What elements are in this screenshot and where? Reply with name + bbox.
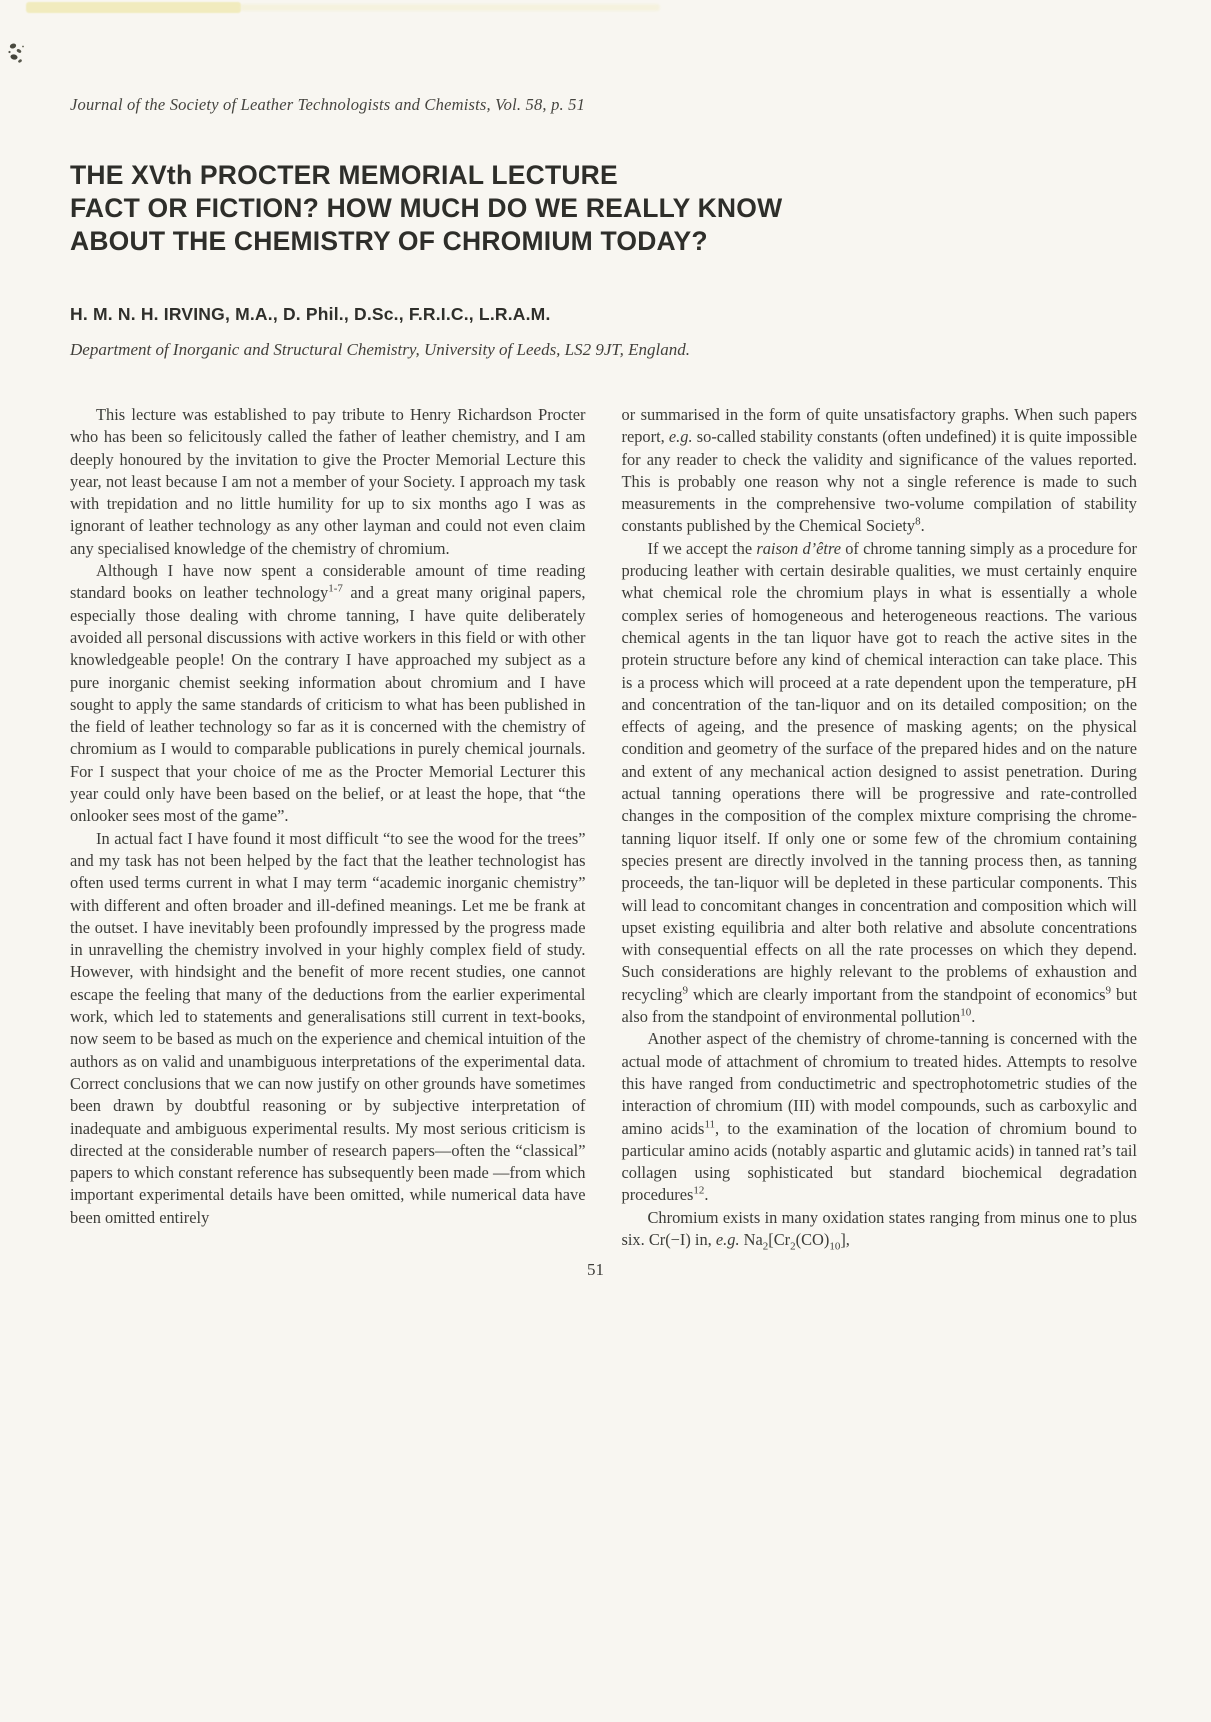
paragraph-intro: This lecture was established to pay tribute to Henry Richardson Procter who has been so felicitously called the father of leather chemistry, and I am deeply honoured by the invitation to give the Procter Memorial Lecture this year, not least because I am not a member of your Society. I approach my task with trepidation and no little humility for up to six months ago I was as ignorant of leather technology as any other layman and could not even claim any specialised knowledge of the chemistry of chromium. <box>70 405 586 558</box>
paragraph-oxidation-states: Chromium exists in many oxidation states ranging from minus one to plus six. Cr(−I) in, e.g. $Na_2[Cr_2(CO)_{10}]$, <box>621 1207 1137 1253</box>
paragraph-criticism: In actual fact I have found it most difficult “to see the wood for the trees” and my task has not been helped by the fact that the leather technologist has often used terms current in what I may term “academic inorganic chemistry” with different and often broader and ill-defined meanings. Let me be frank at the outset. I have inevitably been profoundly impressed by the progress made in unravelling the chemistry involved in your highly complex field of study. However, with hindsight and the benefit of more recent studies, one cannot escape the feeling that many of the deductions from the earlier experimental work, which led to statements and generalisations still current in text-books, now seem to be based as much on the experience and chemical intuition of the authors as on valid and unambiguous interpretations of the experimental data. Correct conclusions that we can now justify on other grounds have sometimes been drawn by doubtful reasoning or by subjective interpretation of inadequate and ambiguous experimental results. My most serious criticism is directed at the considerable number of research papers—often the “classical” papers to which constant reference has subsequently been made —from which important experimental details have been omitted, while numerical data have been omitted entirely <box>70 828 586 1227</box>
affiliation-line: Department of Inorganic and Structural Chemistry, University of Leeds, LS2 9JT, England. <box>70 340 690 359</box>
author-line: H. M. N. H. IRVING, M.A., D. Phil., D.Sc., F.R.I.C., L.R.A.M. <box>70 304 551 324</box>
ink-blot-artifact <box>6 40 28 66</box>
paragraph-raison-detre: If we accept the raison d’être of chrome tanning simply as a procedure for producing leather with certain desirable qualities, we must certainly enquire what chemical role the chromium plays in what is essentially a whole complex series of homogeneous and heterogeneous reactions. The various chemical agents in the tan liquor have got to reach the active sites in the protein structure before any kind of chemical interaction can take place. This is a process which will proceed at a rate dependent upon the temperature, pH and concentration of the tan-liquor and on its detailed composition; on the effects of ageing, and the presence of masking agents; on the physical condition and geometry of the surface of the prepared hides and on the nature and extent of any mechanical action designed to assist penetration. During actual tanning operations there will be progressive and rate-controlled changes in the composition of the complex mixture comprising the chrome-tanning liquor itself. If only one or some few of the chromium containing species present are directly involved in the tanning process then, as tanning proceeds, the tan-liquor will be depleted in these particular components. This will lead to concomitant changes in concentration and composition which will upset existing equilibria and alter both relative and absolute concentrations with consequential effects on all the rate processes on which they depend. Such considerations are highly relevant to the problems of exhaustion and recycling$^9$ which are clearly important from the standpoint of economics$^9$ but also from the standpoint of environmental pollution$^{10}$. <box>621 538 1138 1027</box>
journal-citation: Journal of the Society of Leather Technologists and Chemists, Vol. 58, p. 51 <box>70 95 586 114</box>
article-title-line-3: ABOUT THE CHEMISTRY OF CHROMIUM TODAY? <box>70 226 708 256</box>
right-column <box>622 404 1138 1251</box>
paragraph-graphs: or summarised in the form of quite unsatisfactory graphs. When such papers report, e.g. so-called stability constants (often undefined) it is quite impossible for any reader to check the validity and significance of the values reported. This is probably one reason why not a single reference is made to such measurements in the comprehensive two-volume compilation of stability constants published by the Chemical Society$^8$. <box>621 405 1137 536</box>
article-title-line-1: THE XVth PROCTER MEMORIAL LECTURE <box>70 160 618 190</box>
scan-edge-artifact <box>26 2 241 13</box>
article-body <box>70 404 1137 1251</box>
paragraph-attachment: Another aspect of the chemistry of chrome-tanning is concerned with the actual mode of attachment of chromium to treated hides. Attempts to resolve this have ranged from conductimetric and spectrophotometric studies of the interaction of chromium (III) with model compounds, such as carboxylic and amino acids$^{11}$, to the examination of the location of chromium bound to particular amino acids (notably aspartic and glutamic acids) in tanned rat’s tail collagen using sophisticated but standard biochemical degradation procedures$^{12}$. <box>621 1029 1137 1205</box>
scan-edge-artifact-2 <box>240 4 660 11</box>
paragraph-approach: Although I have now spent a considerable amount of time reading standard books on leather technology$^{1-7}$ and a great many original papers, especially those dealing with chrome tanning, I have quite deliberately avoided all personal discussions with active workers in this field or with other knowledgeable people! On the contrary I have approached my subject as a pure inorganic chemist seeking information about chromium and I have sought to apply the same standards of criticism to what has been published in the field of leather technology so far as it is concerned with the chemistry of chromium as I would to comparable publications in purely chemical journals. For I suspect that your choice of me as the Procter Memorial Lecturer this year could only have been based on the belief, or at least the hope, that “the onlooker sees most of the game”. <box>70 561 586 826</box>
article-title-line-2: FACT OR FICTION? HOW MUCH DO WE REALLY KNOW <box>70 193 783 223</box>
article-title <box>70 159 1137 258</box>
page-number: 51 <box>587 1260 604 1280</box>
left-column <box>70 404 586 1251</box>
